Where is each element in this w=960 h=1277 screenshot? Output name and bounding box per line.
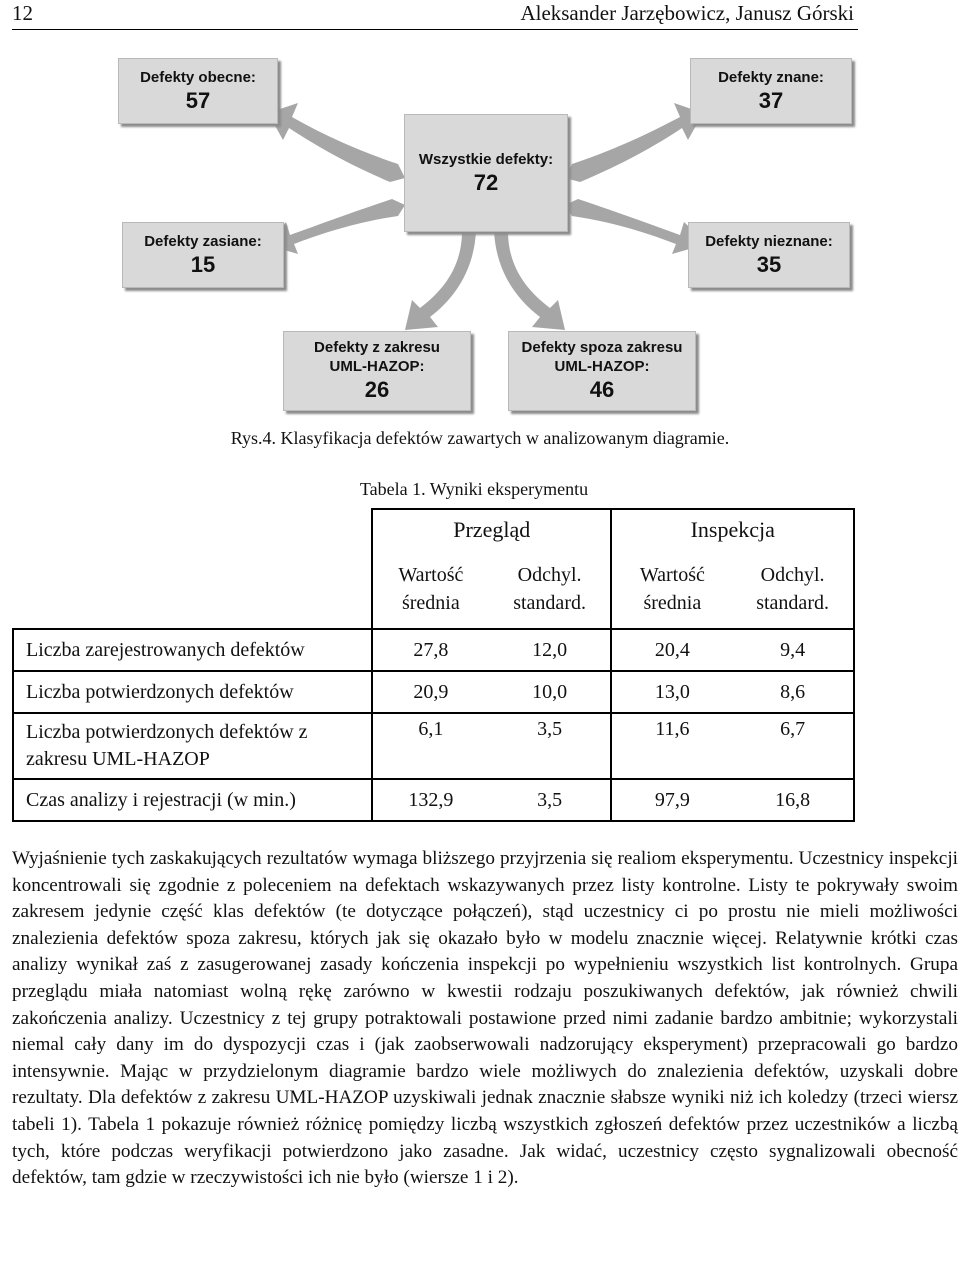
- table-cell: 9,4: [732, 629, 854, 671]
- table-row: [13, 713, 854, 779]
- box-value: 57: [185, 87, 211, 113]
- group-header-inspekcja: Inspekcja: [611, 509, 854, 550]
- arrow-to-nieznane: [565, 199, 707, 254]
- page-header: [12, 0, 858, 30]
- table-cell: 20,4: [611, 629, 732, 671]
- arrow-to-z-zakresu: [405, 231, 476, 330]
- subheader-wartosc-srednia: Wartość średnia: [372, 550, 489, 629]
- subheader-odchyl-standard: Odchyl. standard.: [732, 550, 854, 629]
- box-value: 26: [364, 377, 390, 402]
- table-row: [13, 629, 854, 671]
- box-value: 72: [473, 169, 499, 195]
- table-cell: 16,8: [732, 779, 854, 821]
- table-cell: 3,5: [489, 779, 612, 821]
- table-cell: 27,8: [372, 629, 489, 671]
- box-value: 46: [589, 377, 615, 402]
- box-defekty-obecne: [118, 58, 278, 124]
- table-group-header-row: [13, 509, 854, 550]
- table-cell: 8,6: [732, 671, 854, 713]
- table-cell: 20,9: [372, 671, 489, 713]
- table-cell: 97,9: [611, 779, 732, 821]
- table-caption: Tabela 1. Wyniki eksperymentu: [359, 479, 589, 499]
- row-label: Liczba potwierdzonych defektów: [13, 671, 372, 713]
- box-label: Wszystkie defekty:: [418, 150, 554, 168]
- table-cell: 3,5: [489, 713, 612, 779]
- box-label: Defekty znane:: [718, 68, 824, 86]
- arrow-to-obecne: [268, 103, 405, 182]
- box-defekty-nieznane: [688, 222, 850, 288]
- table-subheader-row: [13, 550, 854, 629]
- row-label: Liczba potwierdzonych defektów z zakresu UML-HAZOP: [13, 713, 372, 779]
- page-number: 12: [12, 1, 33, 25]
- box-defekty-znane: [690, 58, 852, 124]
- figure-caption: Rys.4. Klasyfikacja defektów zawartych w analizowanym diagramie.: [230, 428, 730, 448]
- box-value: 35: [756, 251, 782, 277]
- table-cell: 6,7: [732, 713, 854, 779]
- box-defekty-spoza-zakresu: [508, 331, 696, 411]
- table-row: [13, 671, 854, 713]
- subheader-odchyl-standard: Odchyl. standard.: [489, 550, 612, 629]
- body-paragraph: Wyjaśnienie tych zaskakujących rezultatów wymaga bliższego przyjrzenia się realiom eksperymentu. Uczestnicy inspekcji koncentrowali się zgodnie z poleceniem na defektach wskazywanych przez listy kontrolne. Listy te pokrywały swoim zakresem jedynie część klas defektów (te dotyczące połączeń), stąd uczestnicy ci po prostu nie mieli możliwości znalezienia defektów spoza zakresu, których jak się okazało było w modelu znacznie więcej. Relatywnie krótki czas analizy wynikał zaś z zasugerowanej zasady kończenia inspekcji po wypełnieniu wszystkich list kontrolnych. Grupa przeglądu miała natomiast wolną rękę zarówno w kwestii rodzaju poszukiwanych defektów, jak również chwili zakończenia analizy. Uczestnicy z tej grupy potraktowali postawione przed nimi zadanie bardzo ambitnie; wykorzystali niemal cały dany im do dyspozycji czas i (jak zaobserwowali nadzorujący eksperyment) przepracowali go bardzo intensywnie. Mając w przydzielonym diagramie bardzo wiele możliwych do znalezienia defektów, uzyskali dobre rezultaty. Dla defektów z zakresu UML-HAZOP uzyskiwali jednak znacznie słabsze wyniki niż ich koledzy (trzeci wiersz tabeli 1). Tabela 1 pokazuje również różnicę pomiędzy liczbą wszystkich zgłoszeń defektów przez uczestników a liczbą tych, które podczas weryfikacji potwierdzono jako zasadne. Jak widać, uczestnicy często sygnalizowali obecność defektów, tam gdzie w rzeczywistości ich nie było (wiersze 1 i 2).: [12, 848, 958, 1189]
- box-defekty-zasiane: [122, 222, 284, 288]
- box-value: 37: [758, 87, 784, 113]
- defect-classification-diagram: [0, 30, 960, 420]
- empty-corner: [13, 550, 372, 629]
- row-label: Liczba zarejestrowanych defektów: [13, 629, 372, 671]
- box-defekty-z-zakresu: [283, 331, 471, 411]
- empty-corner: [13, 509, 372, 550]
- table-cell: 6,1: [372, 713, 489, 779]
- row-label: Czas analizy i rejestracji (w min.): [13, 779, 372, 821]
- box-label: Defekty spoza zakresu UML-HAZOP:: [521, 339, 683, 375]
- group-header-przeglad: Przegląd: [372, 509, 612, 550]
- table-cell: 13,0: [611, 671, 732, 713]
- arrow-to-spoza-zakresu: [494, 231, 565, 330]
- table-cell: 132,9: [372, 779, 489, 821]
- table-cell: 11,6: [611, 713, 732, 779]
- running-head-authors: Aleksander Jarzębowicz, Janusz Górski: [520, 1, 854, 25]
- arrow-to-znane: [565, 103, 703, 182]
- results-table: [12, 508, 855, 822]
- subheader-wartosc-srednia: Wartość średnia: [639, 564, 705, 614]
- box-label: Defekty nieznane:: [705, 232, 833, 250]
- box-label: Defekty obecne:: [140, 68, 256, 86]
- arrow-to-zasiane: [264, 199, 405, 254]
- table-cell: 12,0: [489, 629, 612, 671]
- table-row: [13, 779, 854, 821]
- table-cell: 10,0: [489, 671, 612, 713]
- box-value: 15: [190, 251, 216, 277]
- box-wszystkie-defekty: [404, 114, 568, 232]
- box-label: Defekty z zakresu UML-HAZOP:: [314, 339, 440, 375]
- box-label: Defekty zasiane:: [144, 232, 262, 250]
